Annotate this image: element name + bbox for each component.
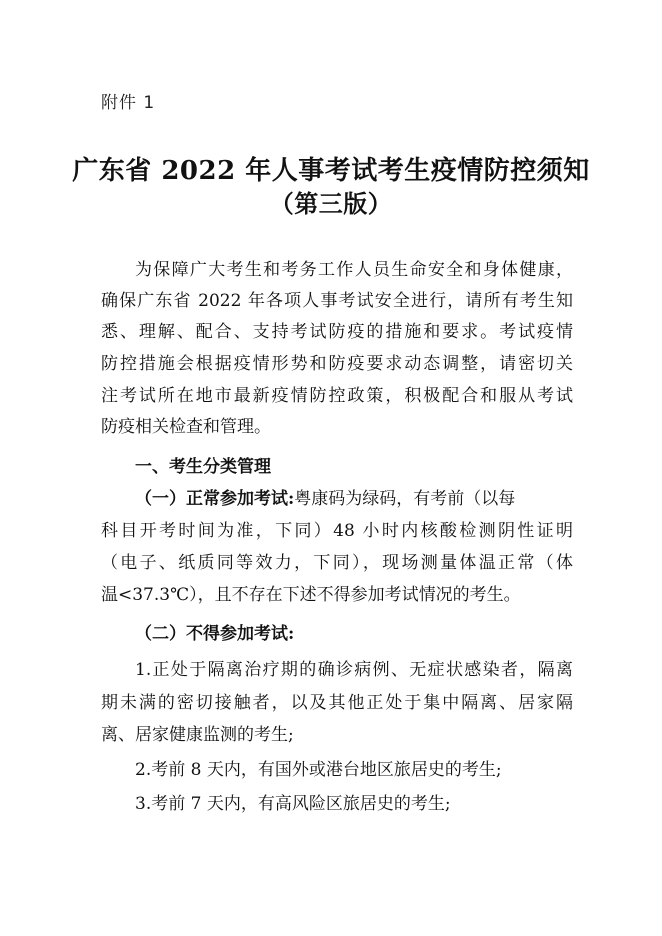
sub1-line: 科目开考时间为准，下同）48 小时内核酸检测阴性证明 [101, 521, 573, 541]
sub1-text: 粤康码为绿码，有考前（以每 [294, 489, 516, 509]
sub1-label: （一）正常参加考试: [135, 489, 295, 509]
item2-line: 2.考前 8 天内，有国外或港台地区旅居史的考生; [135, 760, 502, 780]
intro-line: 防疫相关检查和管理。 [101, 417, 271, 437]
document-subtitle: （第三版） [269, 189, 393, 218]
intro-line: 确保广东省 2022 年各项人事考试安全进行，请所有考生知 [101, 291, 573, 311]
sub2-label: （二）不得参加考试: [135, 624, 295, 644]
section-heading: 一、考生分类管理 [135, 457, 271, 477]
sub1-line: （电子、纸质同等效力，下同），现场测量体温正常（体 [101, 553, 573, 573]
attachment-label: 附件 1 [101, 93, 156, 113]
item3-line: 3.考前 7 天内，有高风险区旅居史的考生; [135, 794, 451, 814]
intro-line: 为保障广大考生和考务工作人员生命安全和身体健康， [135, 260, 573, 280]
document-title: 广东省 2022 年人事考试考生疫情防控须知 [72, 156, 590, 186]
item1-line: 离、居家健康监测的考生; [101, 725, 294, 745]
sub1-first-line [135, 489, 573, 509]
sub1-line: 温<37.3℃），且不存在下述不得参加考试情况的考生。 [101, 585, 521, 605]
intro-line: 悉、理解、配合、支持考试防疫的措施和要求。考试疫情 [101, 322, 573, 342]
item1-line: 期未满的密切接触者，以及其他正处于集中隔离、居家隔 [101, 693, 573, 713]
intro-line: 注考试所在地市最新疫情防控政策，积极配合和服从考试 [101, 386, 573, 406]
item1-line: 1.正处于隔离治疗期的确诊病例、无症状感染者，隔离 [135, 660, 573, 680]
intro-line: 防控措施会根据疫情形势和防疫要求动态调整，请密切关 [101, 354, 573, 374]
